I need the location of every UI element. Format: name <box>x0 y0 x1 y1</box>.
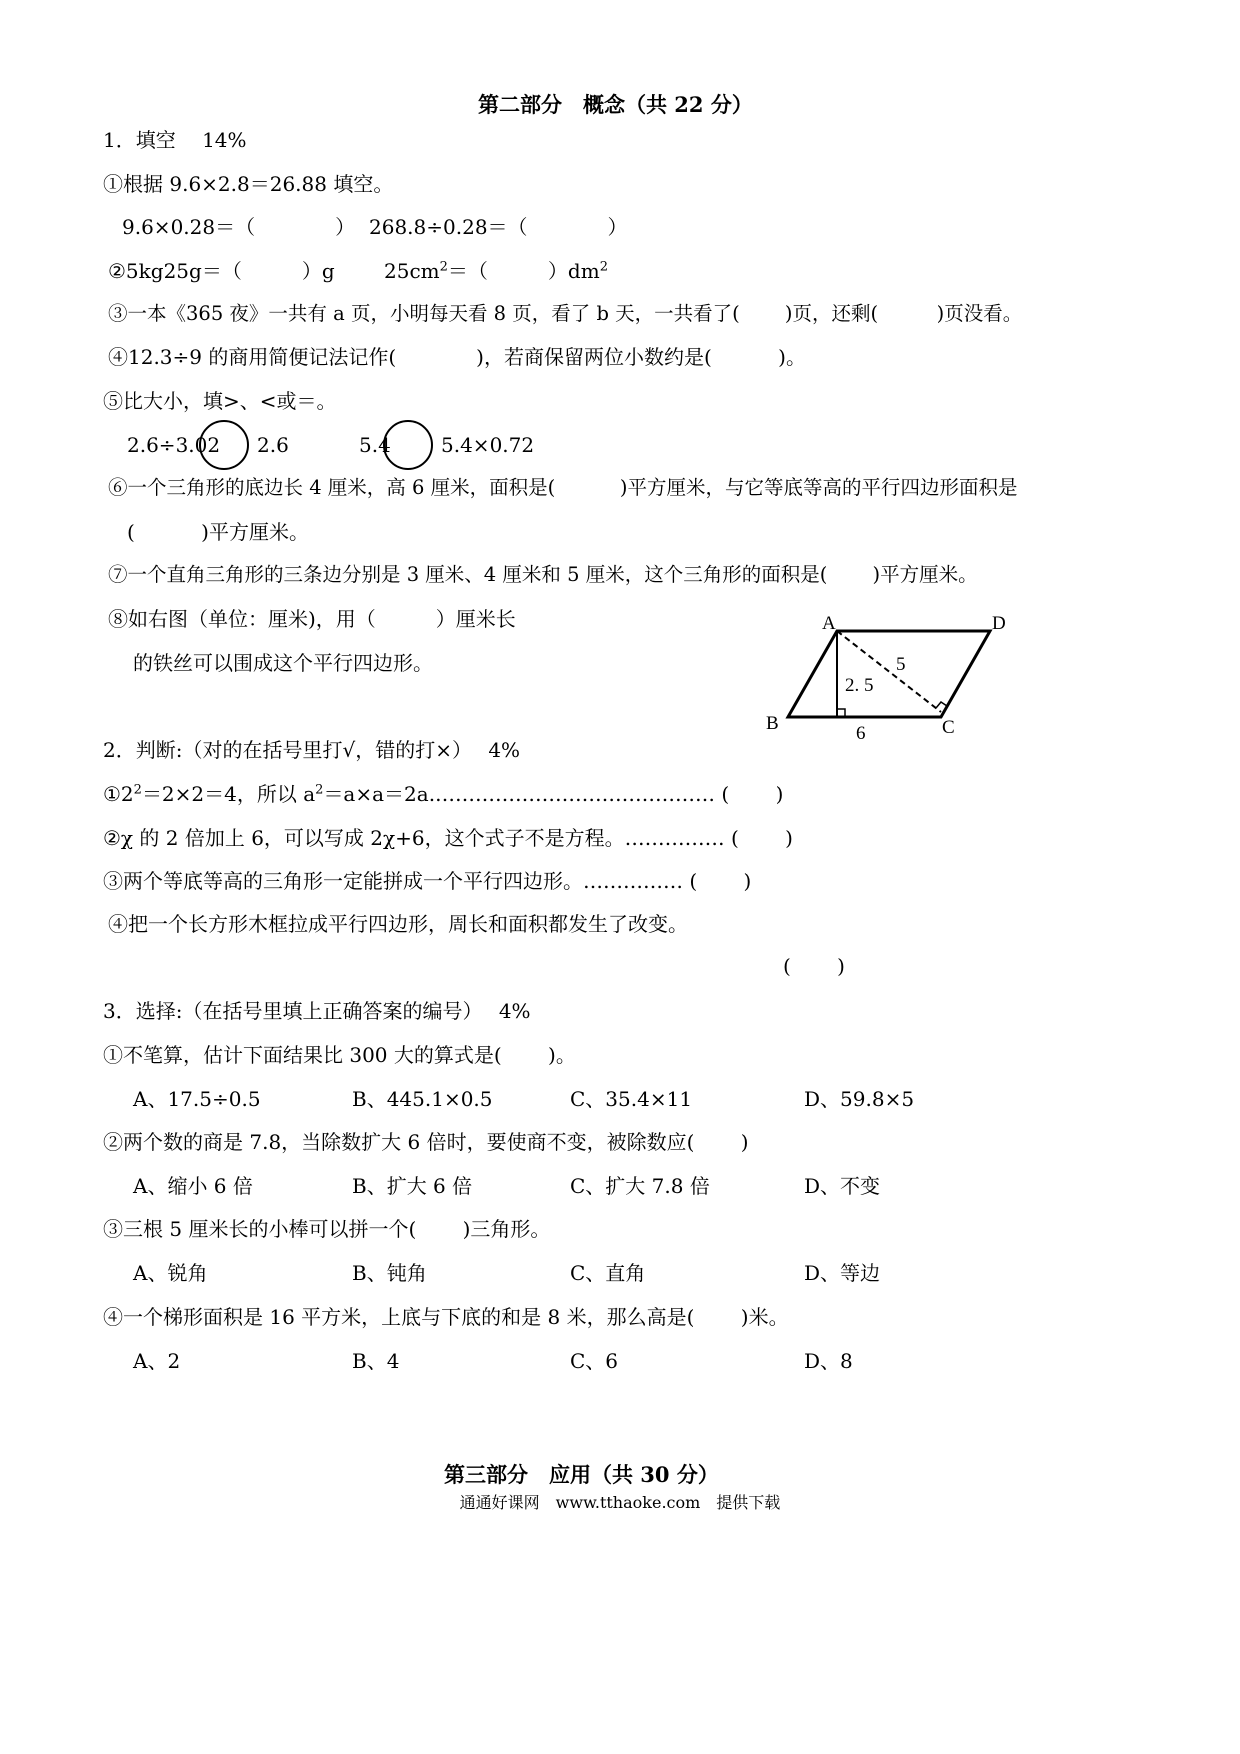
q2-item4: ④把一个长方形木框拉成平行四边形，周长和面积都发生了改变。 <box>108 912 688 936</box>
q1-item7: ⑦一个直角三角形的三条边分别是 3 厘米、4 厘米和 5 厘米，这个三角形的面积是( )平方厘米。 <box>108 563 978 586</box>
height-label: 2. 5 <box>845 675 874 696</box>
q1-item2-a: ②5kg25g＝（ ）g <box>108 259 335 283</box>
q1-item5-a-left: 2.6÷3.02 <box>127 433 221 457</box>
vertex-label-c: C <box>942 717 955 738</box>
q3-item1-option: B、445.1×0.5 <box>352 1087 493 1111</box>
part3-title: 第三部分 应用（共 30 分） <box>444 1462 719 1487</box>
q3-item2-option: A、缩小 6 倍 <box>133 1174 253 1198</box>
q3-item2-option: B、扩大 6 倍 <box>352 1174 473 1198</box>
part2-title: 第二部分 概念（共 22 分） <box>478 92 753 117</box>
q2-item2: ②χ 的 2 倍加上 6，可以写成 2χ+6，这个式子不是方程。…………… ( ) <box>103 826 793 850</box>
q1-item1-b: 268.8÷0.28＝（ ） <box>369 215 628 239</box>
q1-item5: ⑤比大小，填>、<或＝。 <box>103 389 337 413</box>
q3-item3-option: C、直角 <box>570 1261 646 1285</box>
vertex-label-d: D <box>992 613 1006 634</box>
q2-item3: ③两个等底等高的三角形一定能拼成一个平行四边形。…………… ( ) <box>103 869 752 893</box>
q3-heading: 3．选择:（在括号里填上正确答案的编号） 4% <box>103 999 531 1023</box>
q3-item2: ②两个数的商是 7.8，当除数扩大 6 倍时，要使商不变，被除数应( ) <box>103 1130 749 1154</box>
q3-item4-option: D、8 <box>804 1349 853 1373</box>
vertex-label-b: B <box>766 713 779 734</box>
vertex-label-a: A <box>822 613 836 634</box>
length-label-5: 5 <box>896 654 906 675</box>
parallelogram-figure <box>760 605 1040 750</box>
q2-item4-answer: ( ) <box>783 954 845 978</box>
q1-item8-cont: 的铁丝可以围成这个平行四边形。 <box>133 651 433 675</box>
q3-item1-option: D、59.8×5 <box>804 1087 915 1111</box>
q3-item3-option: A、锐角 <box>133 1261 208 1285</box>
footer-text: 通通好课网 www.tthaoke.com 提供下载 <box>459 1493 781 1512</box>
q2-item1: $①2^2=2\times 2=4$，所以 $a^2=a\times a=2a.\dots\dots\dots\dots\dots\dots\dots\dots\dots\dots\dots\dots\dots\dots$ ( ) <box>103 782 784 806</box>
q1-item4: ④12.3÷9 的商用简便记法记作( )，若商保留两位小数约是( )。 <box>108 345 806 369</box>
q1-item5-b-right: 5.4×0.72 <box>441 433 535 457</box>
q3-item4-option: A、2 <box>133 1349 181 1373</box>
q3-item2-option: D、不变 <box>804 1174 881 1198</box>
q1-heading: 1．填空 14% <box>103 128 247 152</box>
q3-item1: ①不笔算，估计下面结果比 300 大的算式是( )。 <box>103 1043 576 1067</box>
q3-item3-option: D、等边 <box>804 1261 881 1285</box>
q1-item5-b-left: 5.4 <box>359 433 391 457</box>
q3-item4-option: B、4 <box>352 1349 400 1373</box>
q1-item6: ⑥一个三角形的底边长 4 厘米，高 6 厘米，面积是( )平方厘米，与它等底等高的平行四边形面积是 <box>108 476 1018 499</box>
compare-circle[interactable] <box>199 420 249 470</box>
q3-item4: ④一个梯形面积是 16 平方米，上底与下底的和是 8 米，那么高是( )米。 <box>103 1305 789 1329</box>
q1-item2-b: $25cm^2=$（ ）$dm^2$ <box>384 259 608 283</box>
compare-circle[interactable] <box>383 420 433 470</box>
q3-item3-option: B、钝角 <box>352 1261 427 1285</box>
q1-item1-a: 9.6×0.28＝（ ） <box>122 215 356 239</box>
q2-heading: 2．判断:（对的在括号里打√，错的打×） 4% <box>103 738 521 762</box>
q1-item5-a-right: 2.6 <box>257 433 289 457</box>
base-label: 6 <box>856 723 866 744</box>
q3-item2-option: C、扩大 7.8 倍 <box>570 1174 710 1198</box>
q3-item4-option: C、6 <box>570 1349 619 1373</box>
q3-item1-option: C、35.4×11 <box>570 1087 693 1111</box>
q1-item8: ⑧如右图（单位：厘米)，用（ ）厘米长 <box>108 607 516 631</box>
q1-item6-cont: ( )平方厘米。 <box>127 520 309 544</box>
q3-item1-option: A、17.5÷0.5 <box>133 1087 261 1111</box>
q3-item3: ③三根 5 厘米长的小棒可以拼一个( )三角形。 <box>103 1217 551 1241</box>
q1-item1: ①根据 9.6×2.8＝26.88 填空。 <box>103 172 394 196</box>
q1-item3: ③一本《365 夜》一共有 a 页，小明每天看 8 页，看了 b 天，一共看了( )页，还剩( )页没看。 <box>108 302 1023 325</box>
